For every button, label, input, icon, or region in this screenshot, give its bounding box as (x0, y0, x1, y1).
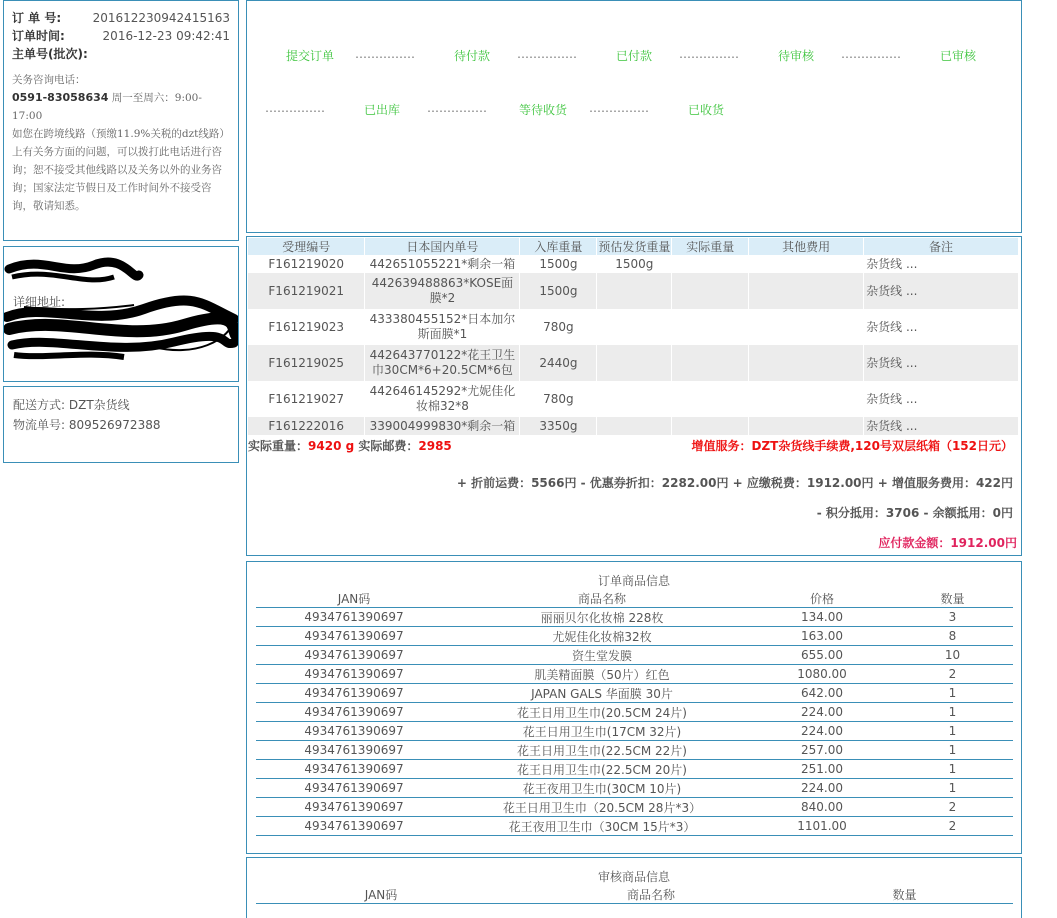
estimated-weight (597, 273, 672, 309)
status-connector: …………… (841, 47, 901, 61)
customs-phone: 0591-83058634 (12, 91, 109, 104)
value-added-service: 增值服务：DZT杂货线手续费,120号双层纸箱（152日元） (691, 439, 1013, 453)
table-row (248, 309, 1019, 345)
receipt-id: F161219023 (248, 309, 365, 345)
price: 134.00 (752, 608, 892, 627)
actual-weight (672, 345, 749, 381)
table-row (256, 798, 1013, 817)
remark[interactable]: 杂货线 ... (864, 273, 1019, 309)
domestic-tracking: 339004999830*剩余一箱 (365, 417, 520, 435)
quantity: 1 (892, 779, 1013, 798)
jan-code: 4934761390697 (256, 665, 452, 684)
status-connector: …………… (427, 101, 487, 115)
master-number-row (12, 45, 230, 63)
status-pending-review: 待审核 (778, 49, 815, 63)
package-header-row (248, 238, 1019, 255)
inbound-weight: 1500g (520, 273, 597, 309)
status-received: 已收货 (688, 103, 725, 117)
price: 840.00 (752, 798, 892, 817)
estimated-weight (597, 345, 672, 381)
other-fees (749, 381, 864, 417)
order-number-label: 订 单 号: (12, 11, 62, 25)
col-header: 受理编号 (248, 238, 365, 255)
actual-weight-label: 实际重量： (248, 439, 309, 453)
table-row (248, 255, 1019, 273)
table-row (256, 779, 1013, 798)
status-connector: …………… (265, 101, 325, 115)
col-header: 日本国内单号 (365, 238, 520, 255)
estimated-weight: 1500g (597, 255, 672, 273)
goods-header-row (256, 590, 1013, 608)
delivery-panel (3, 386, 239, 463)
fee-breakdown: + 折前运费：5566円 - 优惠券折扣：2282.00円 + 应缴税费：1912.00円 + 增值服务费用：422円 (456, 476, 1013, 490)
notice-heading: 关务咨询电话： (12, 74, 86, 86)
product-name: 花王夜用卫生巾(30CM 10片) (452, 779, 752, 798)
tracking-number: 物流单号: 809526972388 (13, 418, 161, 432)
order-goods-panel (246, 561, 1022, 854)
order-time-row (12, 27, 230, 45)
other-fees (749, 255, 864, 273)
domestic-tracking: 442651055221*剩余一箱 (365, 255, 520, 273)
quantity: 1 (892, 741, 1013, 760)
quantity: 10 (892, 646, 1013, 665)
points-balance-deduction: - 积分抵用：3706 - 余额抵用：0円 (816, 506, 1013, 520)
inbound-weight: 780g (520, 381, 597, 417)
col-header: 商品名称 (452, 590, 752, 608)
other-fees (749, 345, 864, 381)
col-header: 入库重量 (520, 238, 597, 255)
quantity: 2 (892, 817, 1013, 836)
price: 642.00 (752, 684, 892, 703)
table-row (256, 703, 1013, 722)
actual-postage-label: 实际邮费： (354, 439, 419, 453)
col-header: 预估发货重量 (598, 240, 671, 254)
product-name: JAPAN GALS 华面膜 30片 (452, 684, 752, 703)
estimated-weight (597, 309, 672, 345)
order-number: 201612230942415163 (92, 11, 230, 25)
audit-goods-panel (246, 857, 1022, 918)
inbound-weight: 1500g (520, 255, 597, 273)
product-name: 花王日用卫生巾(22.5CM 22片) (452, 741, 752, 760)
quantity: 1 (892, 722, 1013, 741)
quantity: 3 (892, 608, 1013, 627)
jan-code: 4934761390697 (256, 627, 452, 646)
price: 1080.00 (752, 665, 892, 684)
status-pending-payment: 待付款 (454, 49, 491, 63)
price: 224.00 (752, 703, 892, 722)
payable-amount: 应付款金额：1912.00円 (878, 536, 1017, 550)
estimated-weight (597, 381, 672, 417)
domestic-tracking: 442646145292*尤妮佳化妆棉32*8 (365, 381, 520, 417)
order-goods-table (256, 590, 1013, 836)
package-table (248, 238, 1019, 435)
other-fees (749, 273, 864, 309)
table-row (248, 417, 1019, 435)
actual-weight (672, 255, 749, 273)
notice-body: 如您在跨境线路（预缴11.9%关税的dzt线路）上有关务方面的问题，可以拨打此电话进行咨询；恕不接受其他线路以及关务以外的业务咨询；国家法定节假日及工作时间外不接受咨询，敬请知悉。 (12, 128, 230, 212)
price: 251.00 (752, 760, 892, 779)
order-goods-title: 订单商品信息 (597, 574, 670, 588)
domestic-tracking: 442639488863*KOSE面膜*2 (365, 273, 520, 309)
notice-phone-line (12, 89, 230, 125)
actual-postage: 2985 (418, 439, 452, 453)
receipt-id: F161219021 (248, 273, 365, 309)
service-hours: 周一至周六：9:00-17:00 (12, 92, 202, 122)
price: 224.00 (752, 722, 892, 741)
order-time-label: 订单时间: (12, 29, 65, 43)
status-connector: …………… (517, 47, 577, 61)
table-row (256, 684, 1013, 703)
order-info-panel (3, 0, 239, 241)
receipt-id: F161219025 (248, 345, 365, 381)
quantity: 1 (892, 684, 1013, 703)
order-time: 2016-12-23 09:42:41 (102, 29, 230, 43)
col-header: 数量 (892, 590, 1013, 608)
table-row (256, 760, 1013, 779)
product-name: 资生堂发膜 (452, 646, 752, 665)
status-reviewed: 已审核 (940, 49, 977, 63)
price: 1101.00 (752, 817, 892, 836)
status-paid: 已付款 (616, 49, 653, 63)
table-row (256, 646, 1013, 665)
price: 163.00 (752, 627, 892, 646)
col-header: JAN码 (256, 590, 452, 608)
remark[interactable]: 杂货线 ... (864, 381, 1019, 417)
product-name: 花王日用卫生巾（20.5CM 28片*3） (452, 798, 752, 817)
audit-goods-title: 审核商品信息 (597, 870, 670, 884)
price: 224.00 (752, 779, 892, 798)
col-header: 数量 (796, 886, 1013, 904)
price: 257.00 (752, 741, 892, 760)
table-row (248, 381, 1019, 417)
inbound-weight: 780g (520, 309, 597, 345)
actual-weight (672, 417, 749, 435)
table-row (256, 817, 1013, 836)
product-name: 尤妮佳化妆棉32枚 (452, 627, 752, 646)
quantity: 2 (892, 665, 1013, 684)
status-submitted: 提交订单 (286, 49, 335, 63)
product-name: 花王日用卫生巾(22.5CM 20片) (452, 760, 752, 779)
actual-weight (672, 273, 749, 309)
product-name: 肌美精面膜（50片）红色 (452, 665, 752, 684)
jan-code: 4934761390697 (256, 817, 452, 836)
address-panel (3, 246, 239, 382)
actual-weight-total: 9420 g (308, 439, 355, 453)
col-header: 实际重量 (672, 238, 749, 255)
col-header: JAN码 (256, 886, 506, 904)
audit-header-row (256, 886, 1013, 904)
product-name: 花王日用卫生巾(20.5CM 24片) (452, 703, 752, 722)
status-connector: …………… (589, 101, 649, 115)
table-row (248, 273, 1019, 309)
table-row (256, 608, 1013, 627)
table-row (256, 627, 1013, 646)
table-row (256, 741, 1013, 760)
inbound-weight: 3350g (520, 417, 597, 435)
status-connector: …………… (355, 47, 415, 61)
quantity: 8 (892, 627, 1013, 646)
table-row (256, 665, 1013, 684)
weight-postage-summary (248, 437, 452, 454)
remark[interactable]: 杂货线 ... (864, 417, 1019, 435)
jan-code: 4934761390697 (256, 703, 452, 722)
remark[interactable]: 杂货线 ... (864, 309, 1019, 345)
status-awaiting-receipt: 等待收货 (519, 103, 568, 117)
col-header: 价格 (752, 590, 892, 608)
product-name: 丽丽贝尔化妆棉 228枚 (452, 608, 752, 627)
receipt-id: F161219020 (248, 255, 365, 273)
jan-code: 4934761390697 (256, 646, 452, 665)
receipt-id: F161222016 (248, 417, 365, 435)
domestic-tracking: 442643770122*花王卫生巾30CM*6+20.5CM*6包 (365, 345, 520, 381)
col-header: 其他费用 (749, 238, 864, 255)
estimated-weight (597, 417, 672, 435)
quantity: 1 (892, 760, 1013, 779)
other-fees (749, 417, 864, 435)
jan-code: 4934761390697 (256, 684, 452, 703)
table-row (248, 345, 1019, 381)
order-status-flow (246, 0, 1022, 233)
jan-code: 4934761390697 (256, 798, 452, 817)
receipt-id: F161219027 (248, 381, 365, 417)
order-number-row (12, 9, 230, 27)
redaction-scribble (4, 247, 239, 382)
col-header: 商品名称 (506, 886, 796, 904)
status-shipped: 已出库 (364, 103, 401, 117)
audit-goods-table (256, 886, 1013, 904)
customs-notice (12, 71, 230, 215)
table-row (256, 722, 1013, 741)
remark[interactable]: 杂货线 ... (864, 345, 1019, 381)
other-fees (749, 309, 864, 345)
jan-code: 4934761390697 (256, 779, 452, 798)
package-panel (246, 236, 1022, 556)
quantity: 2 (892, 798, 1013, 817)
domestic-tracking: 433380455152*日本加尔斯面膜*1 (365, 309, 520, 345)
product-name: 花王夜用卫生巾（30CM 15片*3） (452, 817, 752, 836)
inbound-weight: 2440g (520, 345, 597, 381)
actual-weight (672, 381, 749, 417)
product-name: 花王日用卫生巾(17CM 32片) (452, 722, 752, 741)
remark[interactable]: 杂货线 ... (864, 255, 1019, 273)
price: 655.00 (752, 646, 892, 665)
actual-weight (672, 309, 749, 345)
jan-code: 4934761390697 (256, 722, 452, 741)
delivery-method: 配送方式: DZT杂货线 (13, 398, 130, 412)
jan-code: 4934761390697 (256, 608, 452, 627)
master-number-label: 主单号(批次): (12, 47, 88, 61)
detail-address-label: 详细地址: (13, 295, 66, 309)
jan-code: 4934761390697 (256, 760, 452, 779)
col-header: 备注 (864, 238, 1019, 255)
jan-code: 4934761390697 (256, 741, 452, 760)
status-connector: …………… (679, 47, 739, 61)
quantity: 1 (892, 703, 1013, 722)
